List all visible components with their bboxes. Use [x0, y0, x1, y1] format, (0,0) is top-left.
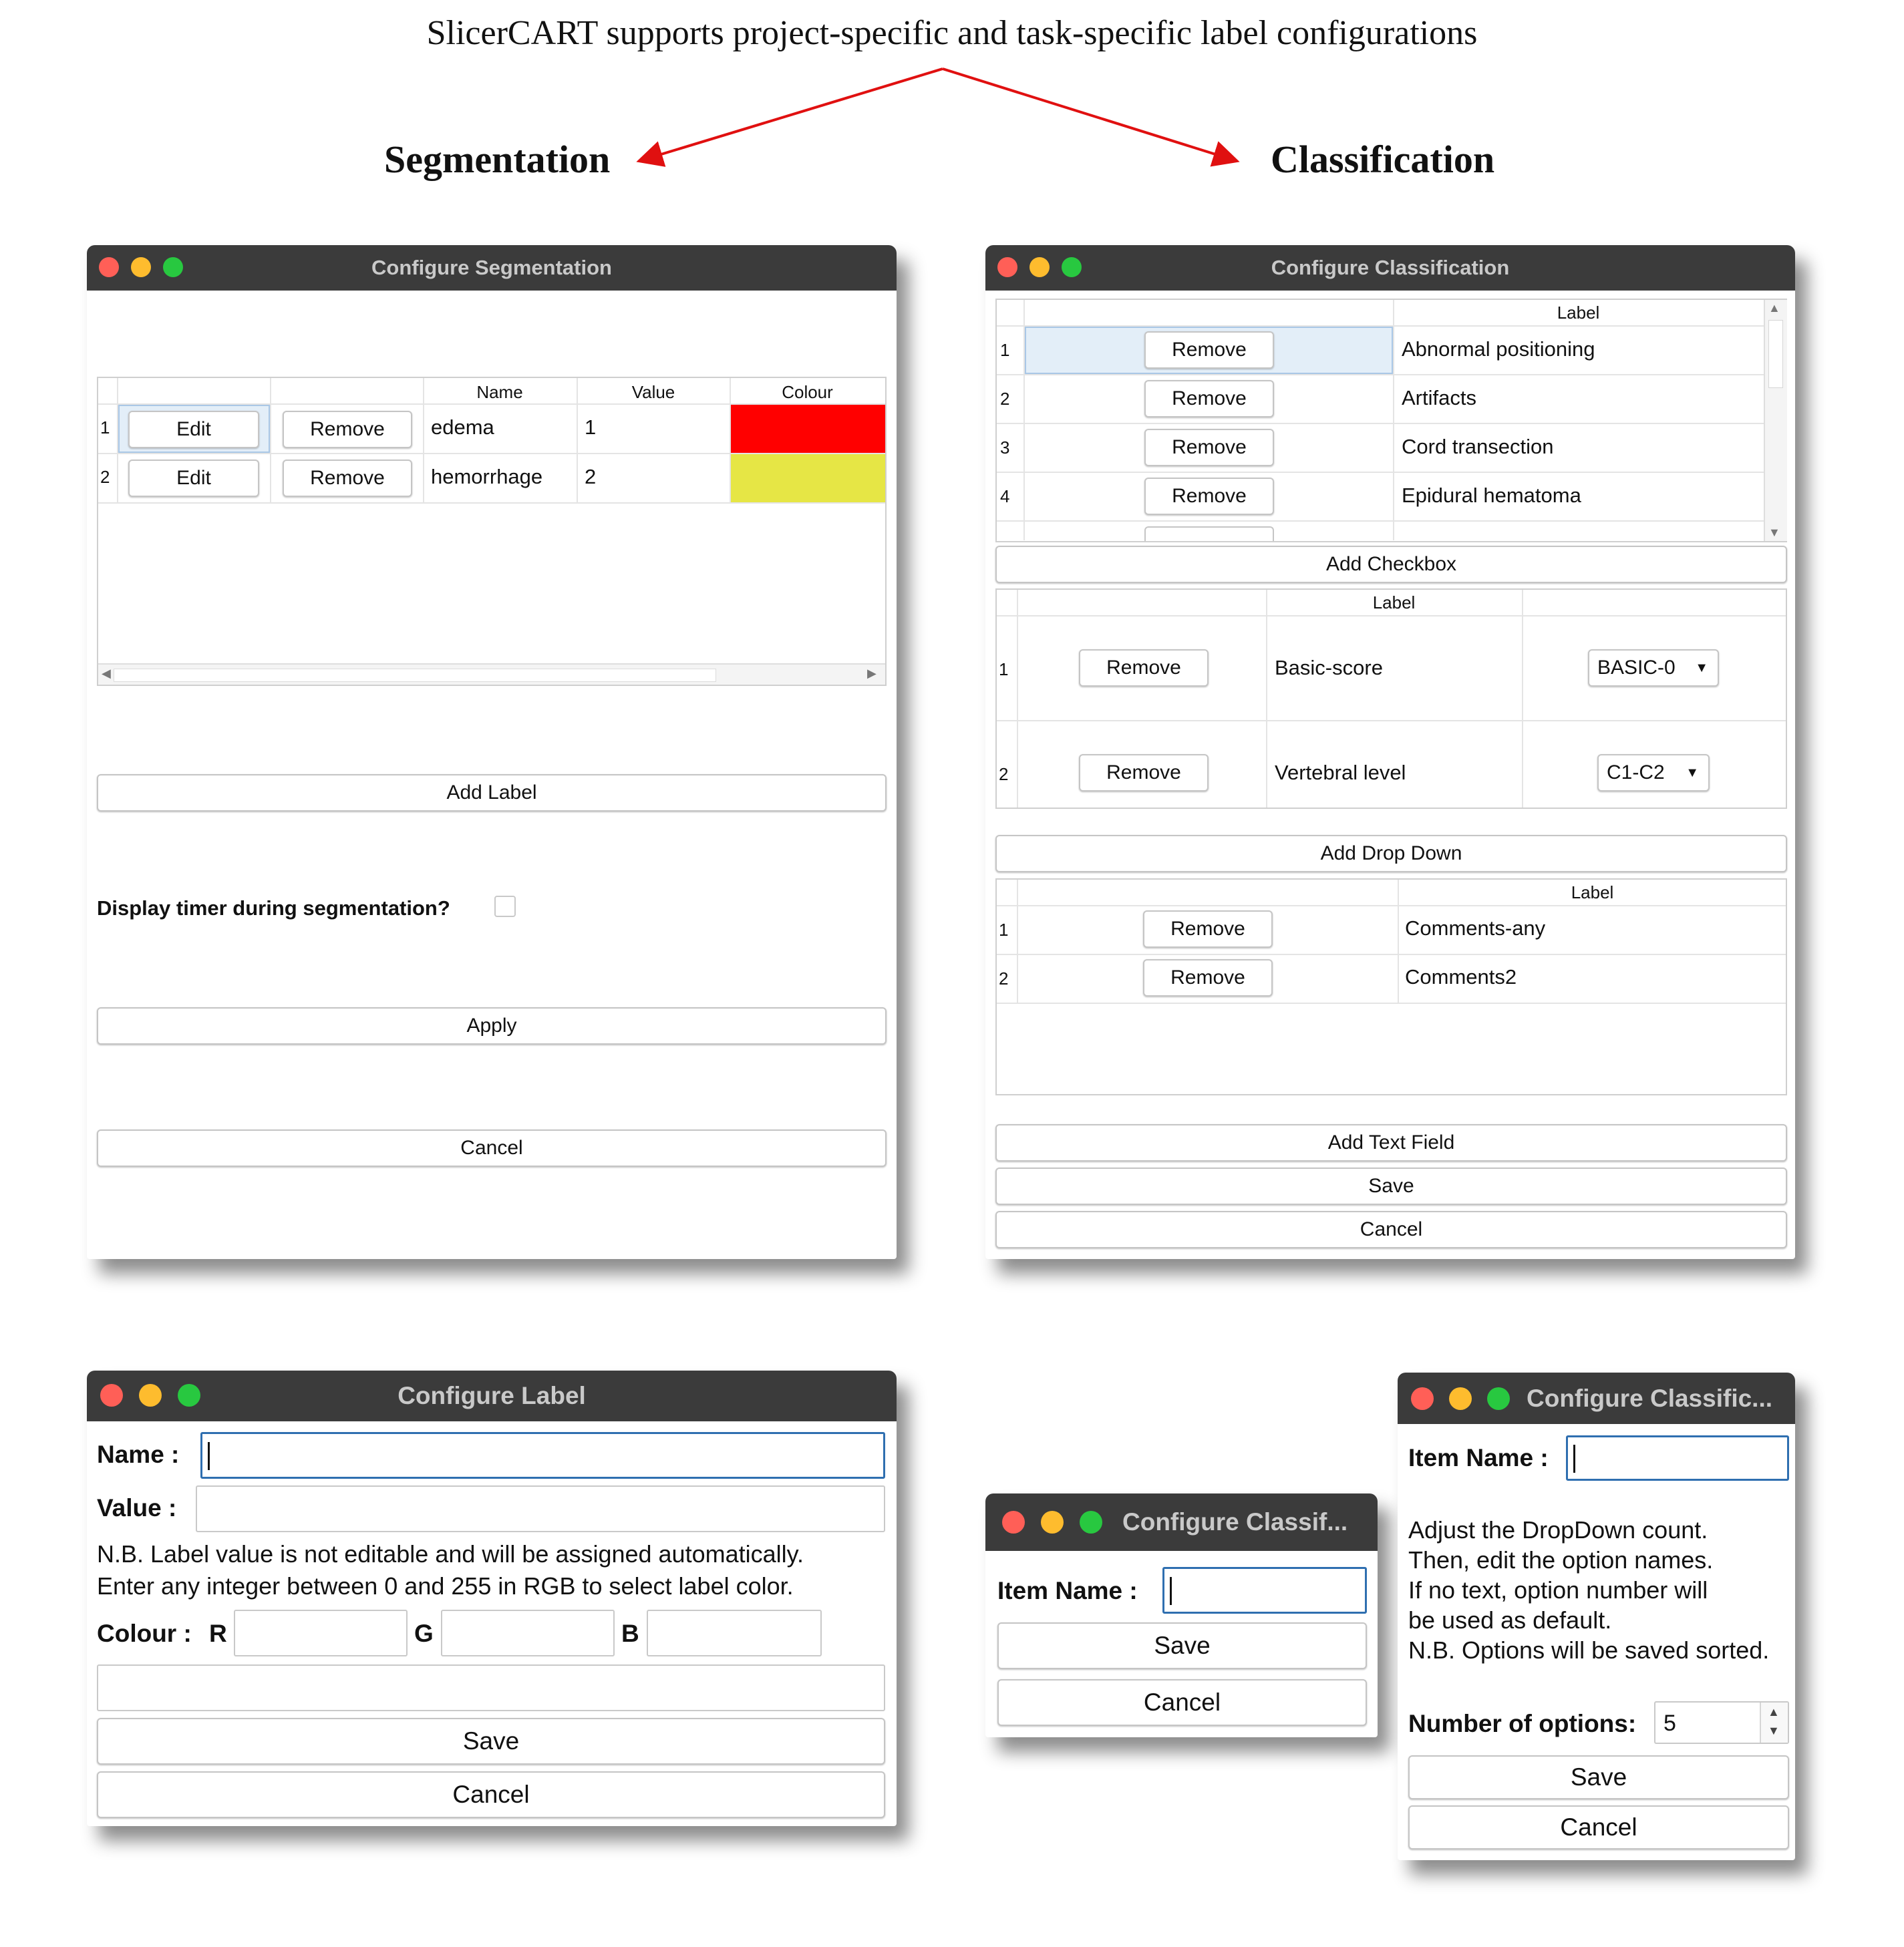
save-button[interactable]: Save [997, 1622, 1367, 1669]
scroll-down-icon[interactable]: ▼ [1768, 526, 1780, 539]
dropdown-selected-value: C1-C2 [1607, 761, 1665, 783]
dropdown-instructions-line: Then, edit the option names. [1408, 1546, 1714, 1574]
maximize-window-icon[interactable] [1487, 1387, 1510, 1410]
title-bar [87, 245, 897, 291]
configure-classification-dropdown-window [1398, 1373, 1795, 1860]
scroll-up-icon[interactable]: ▲ [1768, 301, 1780, 315]
increment-icon[interactable]: ▲ [1768, 1705, 1780, 1719]
remove-checkbox-item-button[interactable]: Remove [1144, 429, 1274, 466]
label-value[interactable]: 2 [585, 465, 597, 488]
label-colour-swatch[interactable] [731, 454, 885, 502]
number-of-options-label: Number of options: [1408, 1710, 1637, 1737]
row-index: 1 [1000, 340, 1010, 360]
dropdown-selected-value: BASIC-0 [1597, 657, 1676, 679]
column-header-label[interactable]: Label [1372, 592, 1416, 612]
column-header-name[interactable]: Name [476, 382, 523, 402]
item-name-label: Item Name : [997, 1577, 1138, 1604]
save-button[interactable]: Save [1408, 1755, 1789, 1799]
dropdown-item-label[interactable]: Vertebral level [1275, 761, 1406, 784]
scrollbar-thumb[interactable] [1768, 320, 1783, 388]
configure-classification-window [985, 245, 1795, 1259]
title-bar [985, 245, 1795, 291]
dropdown-instructions-line: be used as default. [1408, 1606, 1612, 1634]
dropdown-select[interactable] [1588, 649, 1719, 687]
window-title: Configure Segmentation [371, 256, 612, 279]
dropdown-instructions-line: N.B. Options will be saved sorted. [1408, 1636, 1770, 1664]
remove-text-item-button[interactable]: Remove [1143, 959, 1273, 997]
remove-checkbox-item-button[interactable] [1144, 526, 1274, 541]
add-dropdown-button[interactable]: Add Drop Down [995, 835, 1787, 872]
label-colour-swatch[interactable] [731, 405, 885, 453]
checkbox-item-label[interactable]: Artifacts [1402, 386, 1476, 409]
text-item-label[interactable]: Comments2 [1405, 965, 1517, 989]
configure-label-window [87, 1371, 897, 1826]
name-field-label: Name : [97, 1441, 180, 1468]
rgb-colour-note: Enter any integer between 0 and 255 in RGB to select label color. [97, 1572, 794, 1600]
remove-checkbox-item-button[interactable]: Remove [1144, 331, 1274, 369]
save-button[interactable]: Save [995, 1168, 1787, 1205]
scrollbar-thumb[interactable] [114, 669, 716, 682]
maximize-window-icon[interactable] [163, 257, 183, 277]
text-caret [1573, 1445, 1575, 1473]
value-field-label: Value : [97, 1494, 177, 1522]
column-header-label[interactable]: Label [1571, 882, 1614, 902]
segmentation-heading: Segmentation [384, 138, 611, 181]
window-title: Configure Label [398, 1382, 586, 1409]
blue-channel-input[interactable] [647, 1610, 822, 1656]
cancel-button[interactable]: Cancel [995, 1211, 1787, 1248]
red-channel-label: R [209, 1620, 227, 1647]
remove-dropdown-item-button[interactable]: Remove [1079, 754, 1209, 791]
text-item-label[interactable]: Comments-any [1405, 916, 1546, 940]
row-index: 3 [1000, 437, 1010, 458]
row-index: 2 [999, 764, 1009, 784]
configure-segmentation-window [87, 245, 897, 1259]
remove-label-button[interactable]: Remove [283, 411, 412, 448]
timer-label: Display timer during segmentation? [97, 896, 450, 920]
row-index: 1 [999, 659, 1009, 679]
text-caret [1170, 1577, 1172, 1605]
row-index: 4 [1000, 486, 1010, 506]
name-input[interactable] [200, 1432, 885, 1479]
label-name[interactable]: edema [431, 415, 494, 439]
minimize-window-icon[interactable] [1449, 1387, 1472, 1410]
row-index: 1 [999, 920, 1009, 940]
item-name-input[interactable] [1566, 1435, 1789, 1481]
remove-checkbox-item-button[interactable]: Remove [1144, 380, 1274, 417]
row-index: 2 [100, 467, 110, 487]
remove-text-item-button[interactable]: Remove [1143, 910, 1273, 948]
close-window-icon[interactable] [997, 257, 1017, 277]
label-name[interactable]: hemorrhage [431, 465, 543, 488]
window-title: Configure Classific... [1527, 1385, 1773, 1412]
apply-button[interactable]: Apply [97, 1007, 887, 1045]
scroll-left-icon[interactable]: ◀ [102, 667, 111, 680]
scroll-right-icon[interactable]: ▶ [867, 667, 877, 680]
red-channel-input[interactable] [234, 1610, 408, 1656]
column-header-label[interactable]: Label [1557, 303, 1600, 323]
edit-label-button[interactable]: Edit [128, 460, 259, 497]
number-of-options-spinbox[interactable] [1654, 1701, 1789, 1744]
chevron-down-icon: ▼ [1686, 765, 1699, 780]
add-text-field-button[interactable]: Add Text Field [995, 1124, 1787, 1162]
row-index: 2 [1000, 389, 1010, 409]
checkbox-item-label[interactable]: Cord transection [1402, 435, 1554, 458]
text-caret [208, 1442, 210, 1470]
close-window-icon[interactable] [1002, 1511, 1025, 1534]
value-input[interactable] [196, 1485, 885, 1532]
close-window-icon[interactable] [1411, 1387, 1434, 1410]
dropdown-select[interactable] [1597, 754, 1710, 791]
column-header-value[interactable]: Value [631, 382, 675, 402]
minimize-window-icon[interactable] [131, 257, 151, 277]
text-field-items-table [995, 878, 1787, 1095]
checkbox-item-label[interactable]: Abnormal positioning [1402, 337, 1595, 361]
colour-field-label: Colour : [97, 1620, 192, 1647]
dropdown-item-label[interactable]: Basic-score [1275, 656, 1383, 679]
minimize-window-icon[interactable] [1041, 1511, 1064, 1534]
title-bar [87, 1371, 897, 1421]
red-arrows [0, 0, 1904, 200]
dropdown-instructions-line: Adjust the DropDown count. [1408, 1516, 1708, 1544]
maximize-window-icon[interactable] [1080, 1511, 1102, 1534]
checkbox-item-label[interactable]: Epidural hematoma [1402, 484, 1581, 507]
add-label-button[interactable]: Add Label [97, 774, 887, 812]
number-of-options-value: 5 [1663, 1711, 1676, 1736]
add-checkbox-button[interactable]: Add Checkbox [995, 546, 1787, 583]
cancel-button[interactable]: Cancel [997, 1679, 1367, 1726]
minimize-window-icon[interactable] [139, 1384, 162, 1407]
label-value[interactable]: 1 [585, 415, 597, 439]
chevron-down-icon: ▼ [1695, 661, 1708, 675]
colour-preview [97, 1664, 885, 1711]
green-channel-label: G [414, 1620, 434, 1647]
timer-checkbox[interactable] [494, 896, 516, 917]
column-header-colour[interactable]: Colour [782, 382, 833, 402]
item-name-input[interactable] [1162, 1567, 1367, 1614]
classification-heading: Classification [1271, 138, 1495, 181]
maximize-window-icon[interactable] [178, 1384, 200, 1407]
window-title: Configure Classification [1271, 256, 1510, 279]
label-value-note: N.B. Label value is not editable and will be assigned automatically. [97, 1540, 804, 1568]
close-window-icon[interactable] [99, 257, 119, 277]
minimize-window-icon[interactable] [1029, 257, 1050, 277]
figure-heading: SlicerCART supports project-specific and task-specific label configurations [426, 14, 1478, 52]
save-button[interactable]: Save [97, 1718, 885, 1765]
remove-checkbox-item-button[interactable]: Remove [1144, 478, 1274, 515]
item-name-label: Item Name : [1408, 1444, 1549, 1471]
close-window-icon[interactable] [100, 1384, 123, 1407]
cancel-button[interactable]: Cancel [97, 1129, 887, 1167]
green-channel-input[interactable] [441, 1610, 615, 1656]
spinbox-buttons[interactable] [1760, 1703, 1788, 1743]
cancel-button[interactable]: Cancel [97, 1771, 885, 1818]
row-index: 1 [100, 417, 110, 437]
window-title: Configure Classif... [1122, 1508, 1348, 1536]
remove-dropdown-item-button[interactable]: Remove [1079, 649, 1209, 687]
cancel-button[interactable]: Cancel [1408, 1805, 1789, 1849]
row-index: 2 [999, 968, 1009, 989]
configure-classification-item-window [985, 1493, 1378, 1737]
blue-channel-label: B [621, 1620, 639, 1647]
decrement-icon[interactable]: ▼ [1768, 1724, 1780, 1737]
dropdown-instructions-line: If no text, option number will [1408, 1576, 1708, 1604]
edit-label-button[interactable]: Edit [128, 411, 259, 448]
maximize-window-icon[interactable] [1062, 257, 1082, 277]
remove-label-button[interactable]: Remove [283, 460, 412, 497]
